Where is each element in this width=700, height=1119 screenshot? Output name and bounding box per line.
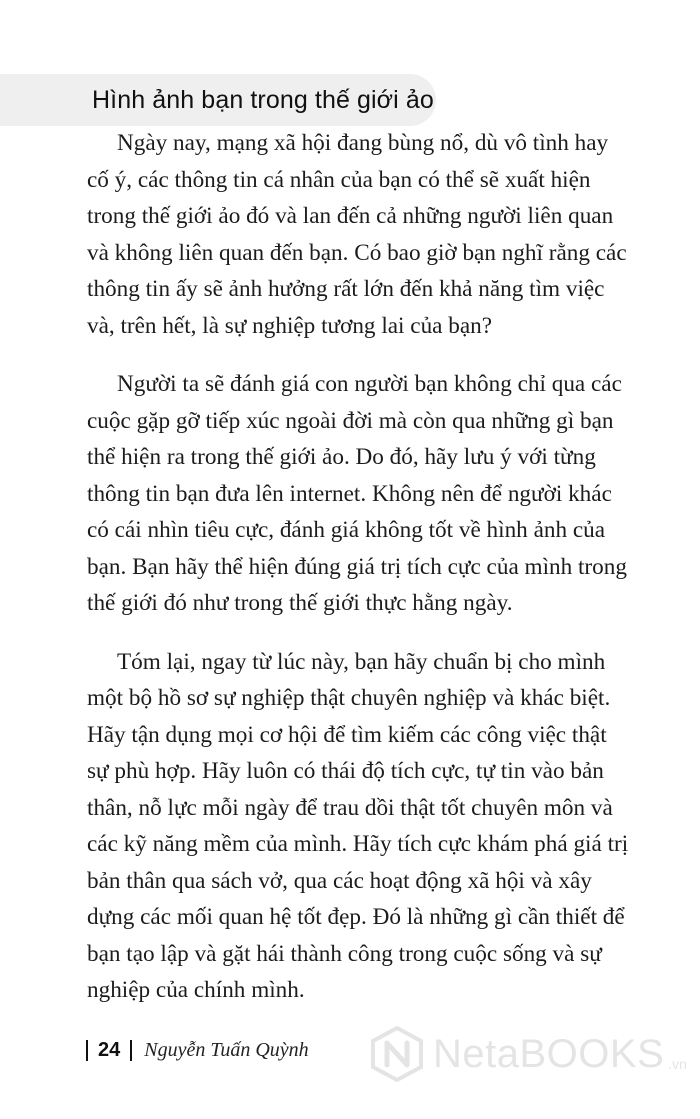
watermark [369, 1026, 687, 1082]
author-name: Nguyễn Tuấn Quỳnh [144, 1038, 309, 1061]
footer-divider-left [86, 1040, 88, 1061]
paragraph-2: Người ta sẽ đánh giá con người bạn không chỉ qua các cuộc gặp gỡ tiếp xúc ngoài đời mà còn qua những gì bạn thể hiện ra trong thế giới ảo. Do đó, hãy lưu ý với từng thông tin bạn đưa lên internet. Không nên để người khác có cái nhìn tiêu cực, đánh giá không tốt về hình ảnh của bạn. Bạn hãy thể hiện đúng giá trị tích cực của mình trong thế giới đó như trong thế giới thực hằng ngày. [87, 371, 627, 616]
body-text [87, 125, 632, 1031]
section-title: Hình ảnh bạn trong thế giới ảo [92, 85, 434, 114]
watermark-text: NetaBOOKS [433, 1032, 665, 1076]
page-footer [86, 1034, 309, 1066]
section-header [0, 74, 436, 126]
netabooks-logo-icon [369, 1026, 425, 1082]
page-number: 24 [98, 1038, 121, 1061]
footer-divider-right [130, 1040, 132, 1061]
paragraph-3: Tóm lại, ngay từ lúc này, bạn hãy chuẩn bị cho mình một bộ hồ sơ sự nghiệp thật chuyên nghiệp và khác biệt. Hãy tận dụng mọi cơ hội để tìm kiếm các công việc thật sự phù hợp. Hãy luôn có thái độ tích cực, tự tin vào bản thân, nỗ lực mỗi ngày để trau dồi thật tốt chuyên môn và các kỹ năng mềm của mình. Hãy tích cực khám phá giá trị bản thân qua sách vở, qua các hoạt động xã hội và xây dựng các mối quan hệ tốt đẹp. Đó là những gì cần thiết để bạn tạo lập và gặt hái thành công trong cuộc sống và sự nghiệp của chính mình. [87, 648, 629, 1003]
watermark-suffix: .vn [668, 1056, 687, 1072]
paragraph-1: Ngày nay, mạng xã hội đang bùng nổ, dù vô tình hay cố ý, các thông tin cá nhân của bạn có thể sẽ xuất hiện trong thế giới ảo đó và lan đến cả những người liên quan và không liên quan đến bạn. Có bao giờ bạn nghĩ rằng các thông tin ấy sẽ ảnh hưởng rất lớn đến khả năng tìm việc và, trên hết, là sự nghiệp tương lai của bạn? [87, 130, 627, 339]
